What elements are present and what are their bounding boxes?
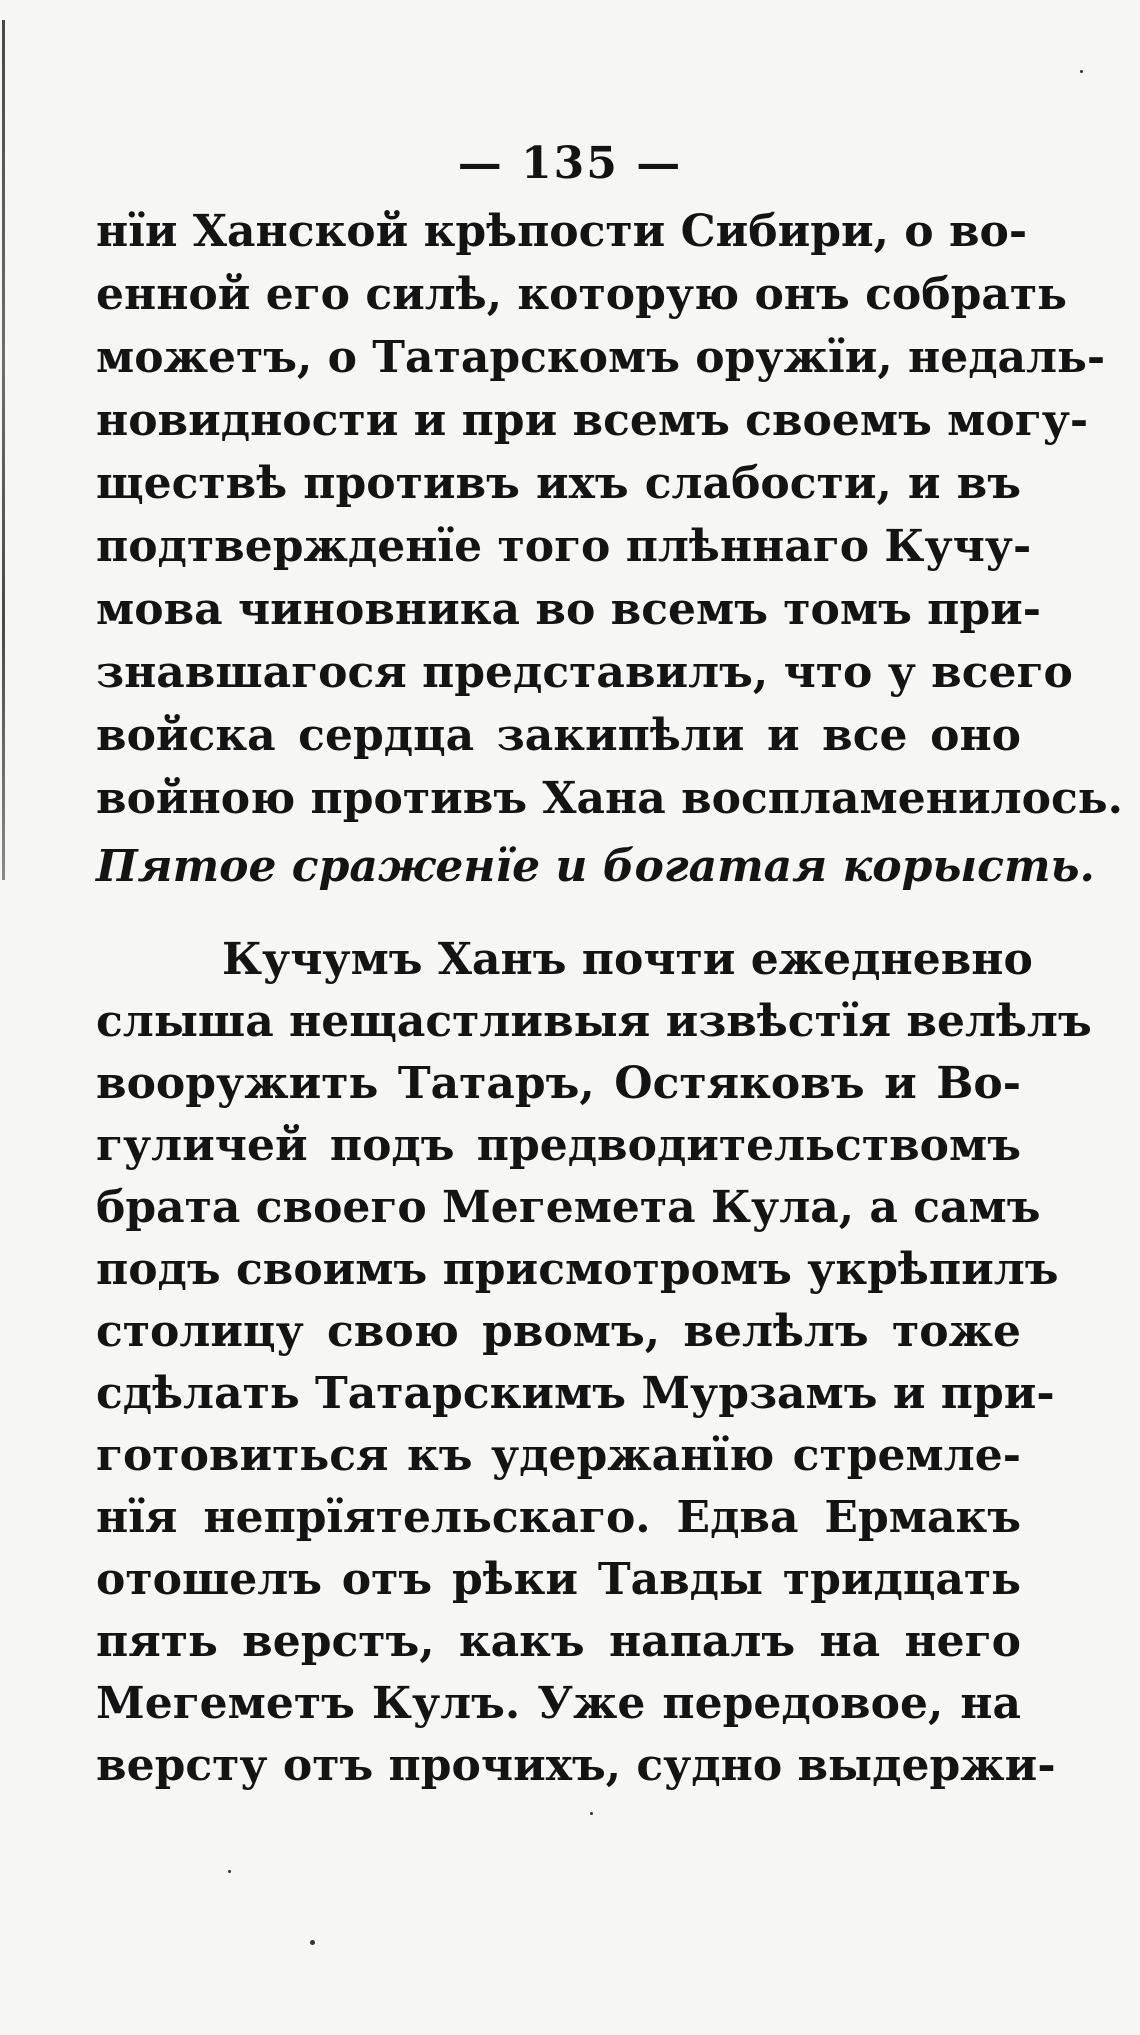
text-line: готовиться къ удержанїю стремле- [96,1430,1021,1481]
text-line: Мегеметъ Кулъ. Уже передовое, на [96,1678,1021,1729]
text-line: версту отъ прочихъ, судно выдержи- [96,1740,1056,1791]
text-line: подъ своимъ присмотромъ укрѣпилъ [96,1244,1059,1295]
text-line: нїя непрїятельскаго. Едва Ермакъ [96,1492,1021,1543]
section-heading: Пятое сраженїе и богатая корысть. [96,841,1095,892]
text-line: нїи Ханской крѣпости Сибири, о во- [96,206,1028,257]
text-line: отошелъ отъ рѣки Тавды тридцать [96,1554,1021,1605]
text-line: войною противъ Хана воспламенилось. [96,773,1123,824]
scan-speck [228,1870,231,1873]
scan-speck [1080,70,1083,73]
text-line: слыша нещастливыя извѣстїя велѣлъ [96,996,1092,1047]
text-line: сдѣлать Татарскимъ Мурзамъ и при- [96,1368,1055,1419]
text-line: столицу свою рвомъ, велѣлъ тоже [96,1306,1021,1357]
text-line: новидности и при всемъ своемъ могу- [96,395,1089,446]
text-line: войска сердца закипѣли и все оно [96,710,1021,761]
page-number: — 135 — [457,138,683,189]
text-line: гуличей подъ предводительствомъ [96,1120,1021,1171]
scan-speck [590,1812,593,1815]
text-line: мова чиновника во всемъ томъ при- [96,584,1042,635]
text-line: можетъ, о Татарскомъ оружїи, недаль- [96,332,1106,383]
text-line: Кучумъ Ханъ почти ежедневно [222,934,1033,985]
text-line: подтвержденїе того плѣннаго Кучу- [96,521,1032,572]
text-line: енной его силѣ, которую онъ собрать [96,269,1067,320]
text-line: знавшагося представилъ, что у всего [96,647,1073,698]
text-line: ществѣ противъ ихъ слабости, и въ [96,458,1021,509]
text-line: пять верстъ, какъ напалъ на него [96,1616,1021,1667]
scan-speck [310,1940,315,1945]
text-line: брата своего Мегемета Кула, а самъ [96,1182,1041,1233]
text-line: вооружить Татаръ, Остяковъ и Во- [96,1058,1021,1109]
